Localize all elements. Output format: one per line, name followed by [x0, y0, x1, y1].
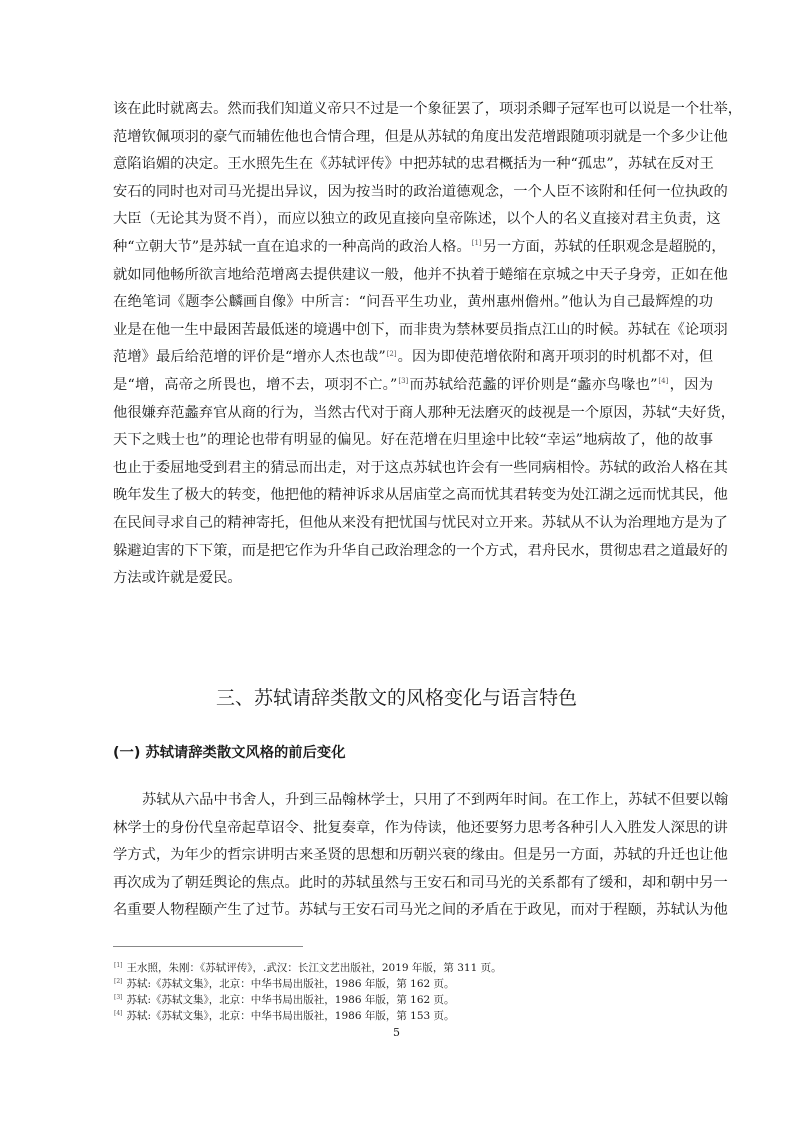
footnote-divider [113, 946, 303, 947]
footnote-item [113, 976, 713, 992]
page-number: 5 [393, 1026, 400, 1039]
text-segment: ，因为 [669, 376, 714, 393]
text-line: 再次成为了朝廷舆论的焦点。此时的苏轼虽然与王安石和司马光的关系都有了缓和，却和朝中另一 [113, 874, 728, 891]
footnote-list [113, 960, 713, 1024]
text-segment: 而苏轼给范蠡的评价则是“蠡亦鸟喙也” [409, 376, 658, 393]
footnote-item [113, 960, 713, 976]
text-line: 在民间寻求自己的精神寄托，但他从来没有把忧国与忧民对立开来。苏轼从不认为治理地方是为了 [113, 514, 728, 531]
footnote-number: [1] [114, 961, 123, 969]
text-line: 天下之贱士也”的理论也带有明显的偏见。好在范增在归里途中比较“幸运”地病故了，他的故事 [113, 432, 713, 449]
text-segment: 范增》最后给范增的评价是“增亦人杰也哉” [113, 349, 386, 366]
text-line: 晚年发生了极大的转变，他把他的精神诉求从居庙堂之高而忧其君转变为处江湖之远而忧其民，他 [113, 487, 728, 504]
text-line: 躲避迫害的下下策，而是把它作为升华自己政治理念的一个方式，君舟民水，贯彻忠君之道最好的 [113, 542, 728, 559]
body-paragraph-1 [113, 96, 743, 593]
text-segment: 种“立朝大节”是苏轼一直在追求的一种高尚的政治人格。 [113, 238, 471, 255]
text-line: 方法或许就是爱民。 [113, 570, 242, 587]
text-line: 就如同他畅所欲言地给范增离去提供建议一般，他并不执着于蜷缩在京城之中天子身旁，正如在他 [113, 266, 728, 283]
text-line: 大臣（无论其为贤不肖），而应以独立的政见直接向皇帝陈述，以个人的名义直接对君主负责，这 [113, 211, 721, 228]
body-paragraph-2 [113, 787, 729, 925]
text-line: 业是在他一生中最困苦最低迷的境遇中创下，而非贵为禁林要员指点江山的时候。苏轼在《论项羽 [113, 321, 728, 338]
text-line: 也止于委屈地受到君主的猜忌而出走，对于这点苏轼也许会有一些同病相怜。苏轼的政治人格在其 [113, 459, 728, 476]
footnote-number: [2] [114, 977, 123, 985]
text-line: 名重要人物程颐产生了过节。苏轼与王安石司马光之间的矛盾在于政见，而对于程颐，苏轼认为他 [113, 902, 728, 919]
text-segment: 是“增，高帝之所畏也，增不去，项羽不亡。” [113, 376, 398, 393]
section-heading: 三、苏轼请辞类散文的风格变化与语言特色 [215, 687, 577, 709]
footnote-text: 苏轼:《苏轼文集》，北京：中华书局出版社，1986 年版，第 162 页。 [126, 978, 455, 990]
text-segment: 另一方面，苏轼的任职观念是超脱的， [482, 238, 726, 255]
footnote-item [113, 992, 713, 1008]
text-line: 该在此时就离去。然而我们知道义帝只不过是一个象征罢了，项羽杀卿子冠军也可以说是一个壮举， [113, 101, 743, 117]
subsection-heading: (一) 苏轼请辞类散文风格的前后变化 [113, 745, 346, 761]
footnote-marker[interactable]: [1] [471, 239, 482, 248]
text-line: 苏轼从六品中书舍人，升到三品翰林学士，只用了不到两年时间。在工作上，苏轼不但要以翰 [142, 792, 729, 808]
text-line: 学方式，为年少的哲宗讲明古来圣贤的思想和历朝兴衰的缘由。但是另一方面，苏轼的升迁也让他 [113, 847, 728, 864]
text-line: 在绝笔词《题李公麟画自像》中所言：“问吾平生功业，黄州惠州儋州。”他认为自己最辉煌的功 [113, 294, 713, 311]
text-line: 意陷谄媚的决定。王水照先生在《苏轼评传》中把苏轼的忠君概括为一种“孤忠”，苏轼在反对王 [113, 156, 714, 173]
text-line: 范增钦佩项羽的豪气而辅佐他也合情合理，但是从苏轼的角度出发范增跟随项羽就是一个多少让他 [113, 128, 728, 145]
footnote-text: 王水照，朱刚：《苏轼评传》，.武汉：长江文艺出版社，2019 年版，第 311 页。 [126, 962, 502, 974]
text-segment: 。因为即使范增依附和离开项羽的时机都不对，但 [397, 349, 714, 366]
footnote-marker[interactable]: [3] [398, 377, 409, 386]
footnote-marker[interactable]: [4] [658, 377, 669, 386]
footnote-number: [4] [114, 1009, 123, 1017]
footnote-marker[interactable]: [2] [386, 349, 397, 358]
footnote-text: 苏轼:《苏轼文集》，北京：中华书局出版社，1986 年版，第 162 页。 [126, 994, 455, 1006]
text-line: 林学士的身份代皇帝起草诏令、批复奏章，作为侍读，他还要努力思考各种引人入胜发人深思的讲 [113, 819, 728, 836]
text-line [113, 234, 726, 262]
text-line [113, 344, 713, 372]
text-line [113, 372, 713, 400]
footnote-number: [3] [114, 993, 123, 1001]
footnote-text: 苏轼:《苏轼文集》，北京：中华书局出版社，1986 年版，第 153 页。 [126, 1010, 455, 1022]
text-line: 他很嫌弃范蠡弃官从商的行为，当然古代对于商人那种无法磨灭的歧视是一个原因，苏轼“夫好货， [113, 404, 736, 421]
text-line: 安石的同时也对司马光提出异议，因为按当时的政治道德观念，一个人臣不该附和任何一位执政的 [113, 183, 728, 200]
footnote-item [113, 1008, 713, 1024]
